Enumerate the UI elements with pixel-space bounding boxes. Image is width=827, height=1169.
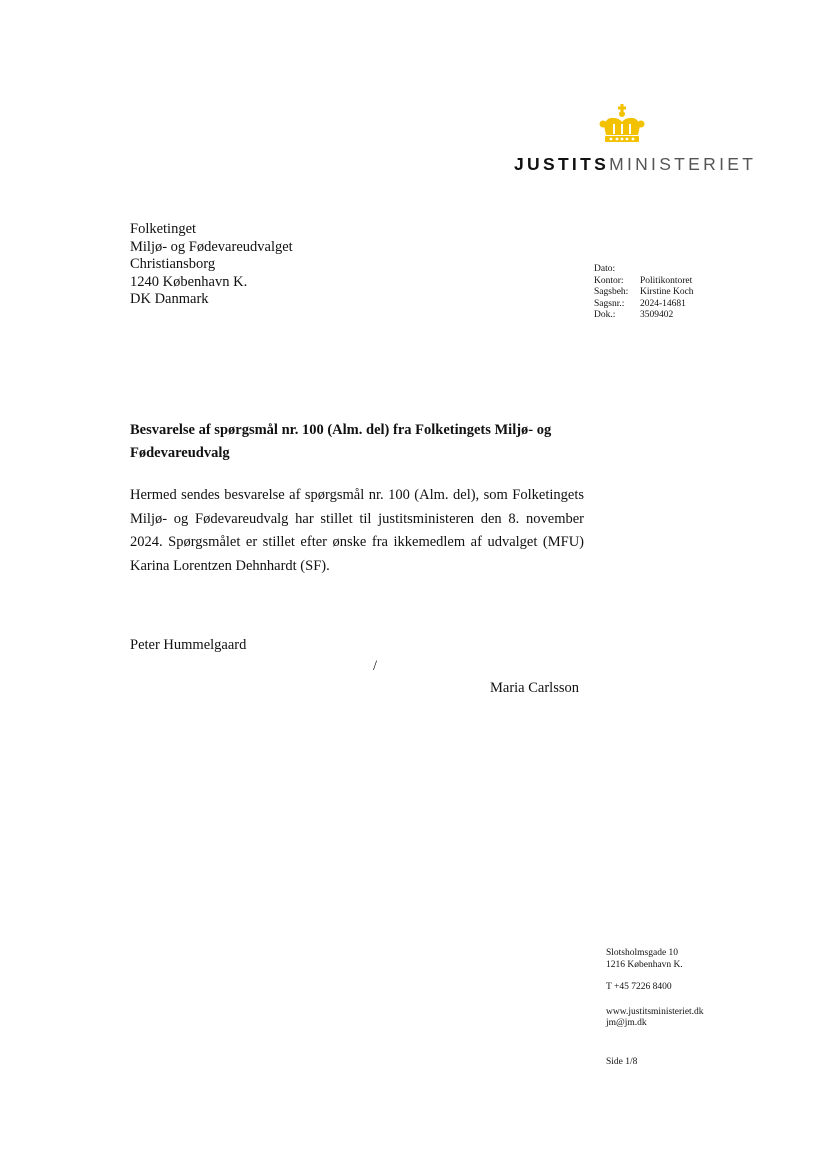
meta-label: Kontor: <box>594 275 624 286</box>
meta-label: Sagsbeh: <box>594 287 629 297</box>
case-metadata <box>594 264 694 322</box>
footer-email[interactable]: jm@jm.dk <box>606 1018 647 1028</box>
footer-website[interactable]: www.justitsministeriet.dk <box>606 1006 704 1017</box>
signature-separator: / <box>373 658 378 674</box>
recipient-address <box>130 221 293 309</box>
address-line: DK Danmark <box>130 291 209 307</box>
meta-row <box>594 310 694 322</box>
address-line: Christiansborg <box>130 256 216 272</box>
meta-value: Kirstine Koch <box>640 287 694 297</box>
footer-city: 1216 København K. <box>606 959 683 970</box>
brand-part-2: MINISTERIET <box>609 154 757 174</box>
meta-row <box>594 287 694 299</box>
crown-icon <box>598 104 646 148</box>
meta-label: Dato: <box>594 264 616 274</box>
justitsministeriet-logo <box>514 104 757 180</box>
meta-label: Sagsnr.: <box>594 298 625 309</box>
address-line: 1240 København K. <box>130 273 248 290</box>
address-line: Miljø- og Fødevareudvalget <box>130 238 293 255</box>
sender-footer <box>606 948 704 1068</box>
signature-official: Maria Carlsson <box>490 680 579 696</box>
meta-row <box>594 264 694 276</box>
meta-label: Dok.: <box>594 310 616 320</box>
signature-minister: Peter Hummelgaard <box>130 637 247 653</box>
address-line: Folketinget <box>130 221 197 237</box>
meta-value <box>640 264 694 276</box>
page-number: Side 1/8 <box>606 1056 638 1067</box>
letter-subject: Besvarelse af spørgsmål nr. 100 (Alm. del) fra Folketingets Miljø- og Fødevareudvalg <box>130 422 552 461</box>
letter-body: Hermed sendes besvarelse af spørgsmål nr. 100 (Alm. del), som Folketingets Miljø- og Fødevareudvalg har stillet til justitsministeren den 8. november 2024. Spørgsmålet er stillet efter ønske fra ikkemedlem af udvalget (MFU) Karina Lorentzen Dehnhardt (SF). <box>130 487 584 574</box>
meta-value: 3509402 <box>640 310 674 320</box>
footer-street: Slotsholmsgade 10 <box>606 948 679 958</box>
meta-value: 2024-14681 <box>640 298 686 309</box>
footer-phone: T +45 7226 8400 <box>606 982 672 992</box>
brand-part-1: JUSTITS <box>514 154 610 174</box>
meta-row <box>594 299 694 311</box>
brand-wordmark <box>514 154 757 175</box>
meta-row <box>594 276 694 288</box>
meta-value: Politikontoret <box>640 275 693 286</box>
